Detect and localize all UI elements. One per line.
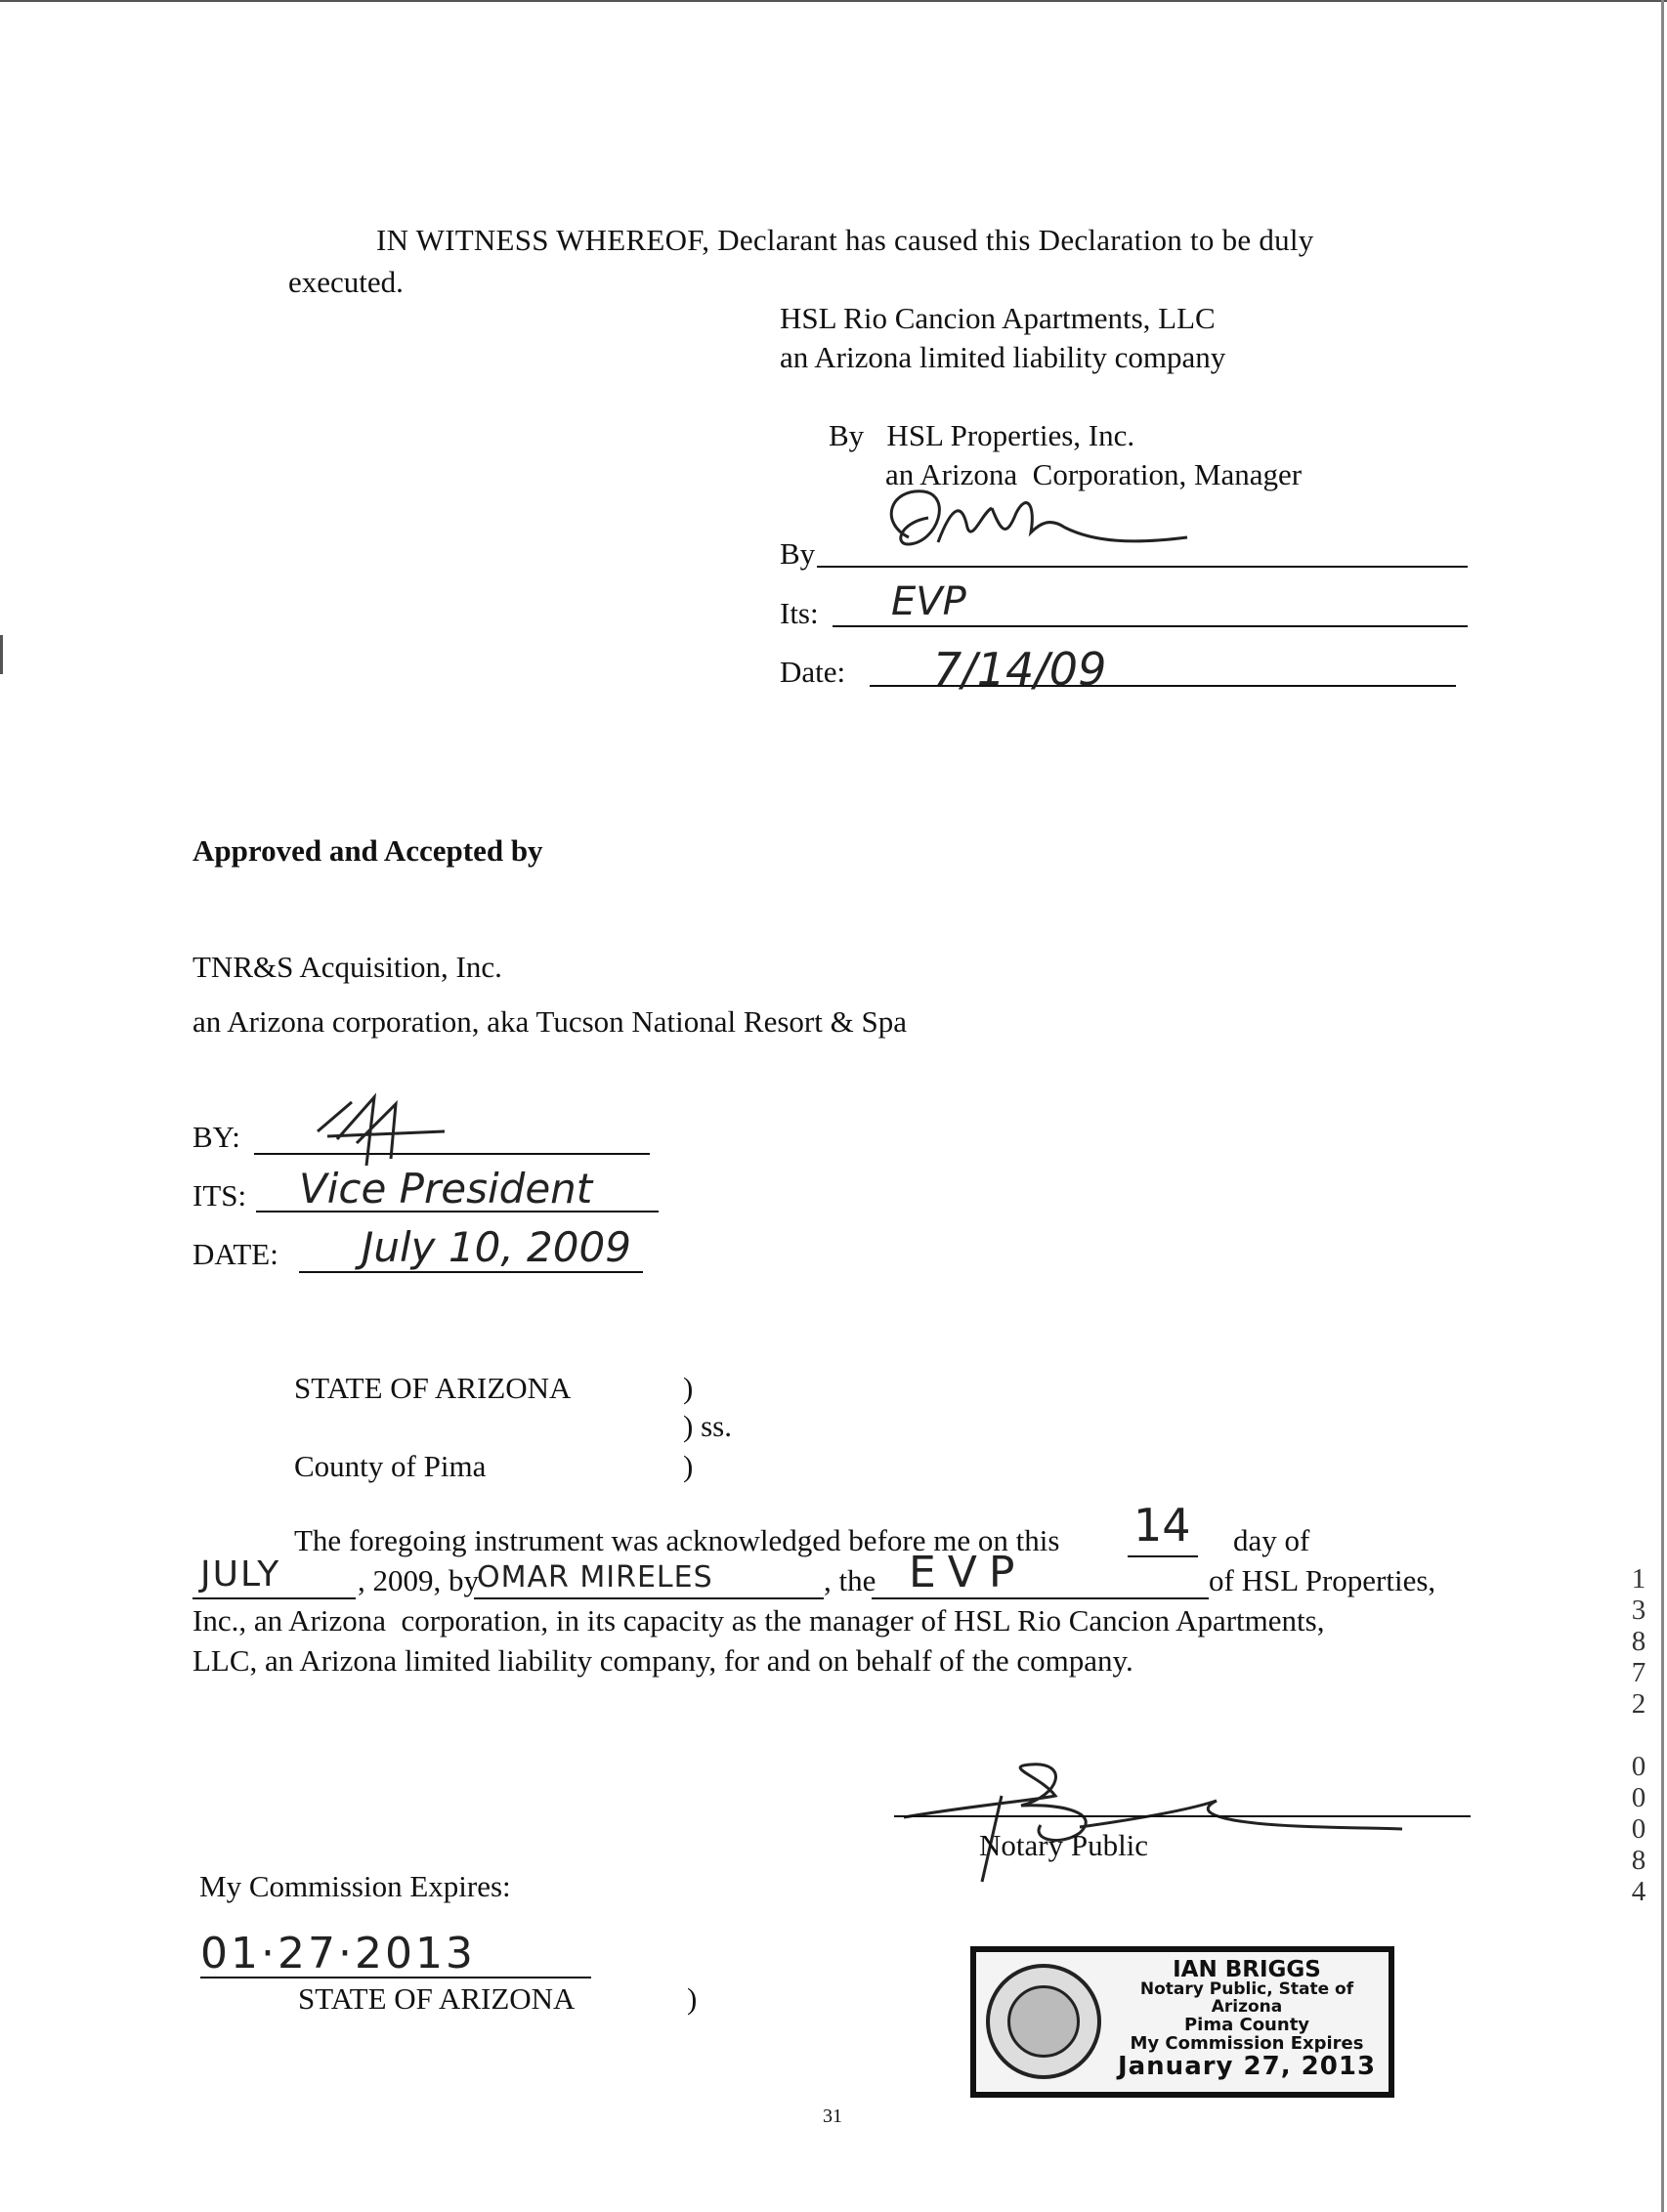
notary-label: Notary Public (979, 1828, 1149, 1862)
document-id-char: 7 (1631, 1657, 1646, 1688)
commission-label: My Commission Expires: (199, 1869, 511, 1903)
seal-line-4: My Commission Expires (1130, 2032, 1364, 2054)
document-id-char: 8 (1631, 1626, 1646, 1657)
notary-seal-stamp (970, 1946, 1394, 2098)
witness-line-1: IN WITNESS WHEREOF, Declarant has caused this Declaration to be duly (376, 223, 1314, 257)
document-id-char: 4 (1631, 1876, 1646, 1907)
document-id-char: 0 (1631, 1782, 1646, 1813)
approval-date-rule (299, 1271, 643, 1273)
top-edge-line (0, 0, 1667, 2)
ack-line-2b: , the (824, 1563, 876, 1597)
document-id-vertical (1622, 1563, 1655, 1907)
venue-ss: ) ss. (683, 1409, 732, 1443)
seal-name: IAN BRIGGS (1173, 1957, 1321, 1982)
ack-line-1a: The foregoing instrument was acknowledged before me on this (294, 1523, 1060, 1557)
ack-line-1b: day of (1233, 1523, 1310, 1557)
right-edge-line (1661, 0, 1664, 2212)
footer-state: STATE OF ARIZONA (298, 1981, 576, 2016)
declarant-date-label: Date: (780, 655, 846, 689)
approval-by-label: BY: (192, 1120, 240, 1154)
approval-date-value: July 10, 2009 (362, 1223, 631, 1271)
document-id-char: 2 (1631, 1688, 1646, 1720)
approval-heading: Approved and Accepted by (192, 833, 543, 868)
document-id-char (1622, 1720, 1655, 1751)
document-id-char: 1 (1631, 1563, 1646, 1595)
document-id-char: 0 (1631, 1813, 1646, 1845)
witness-line-2: executed. (288, 265, 404, 299)
page-number: 31 (823, 2106, 842, 2127)
ack-day-value: 14 (1133, 1499, 1191, 1552)
approval-signature (298, 1092, 454, 1170)
ack-month-value: JULY (200, 1554, 281, 1595)
ack-name-value: OMAR MIRELES (477, 1560, 713, 1595)
declarant-by-desc: an Arizona Corporation, Manager (885, 457, 1303, 491)
venue-paren-3: ) (683, 1449, 694, 1483)
document-id-char: 8 (1631, 1845, 1646, 1876)
seal-line-5: January 27, 2013 (1117, 2051, 1377, 2081)
seal-line-3: Pima County (1183, 2014, 1310, 2035)
left-edge-mark (0, 635, 3, 674)
commission-value: 01·27·2013 (200, 1929, 476, 1978)
approval-its-label: ITS: (192, 1178, 247, 1212)
ack-line-2a: , 2009, by (358, 1563, 479, 1597)
venue-state: STATE OF ARIZONA (294, 1371, 572, 1405)
ack-line-3: Inc., an Arizona corporation, in its capacity as the manager of HSL Rio Cancion Apartments, (192, 1603, 1325, 1638)
declarant-company-desc: an Arizona limited liability company (780, 340, 1226, 374)
declarant-by-label: By (780, 536, 816, 571)
document-id-char: 0 (1631, 1751, 1646, 1782)
notary-rule (894, 1815, 1471, 1817)
venue-paren-1: ) (683, 1371, 694, 1405)
notary-signature (894, 1757, 1402, 1884)
ack-day-rule (1128, 1555, 1198, 1557)
ack-month-rule (192, 1597, 356, 1599)
declarant-date-value: 7/14/09 (933, 643, 1107, 696)
state-seal-emblem (986, 1964, 1101, 2079)
approval-company-desc: an Arizona corporation, aka Tucson National Resort & Spa (192, 1004, 907, 1039)
approval-company: TNR&S Acquisition, Inc. (192, 950, 502, 984)
document-id-char: 3 (1631, 1595, 1646, 1626)
ack-name-rule (474, 1597, 824, 1599)
ack-title-value: EVP (909, 1548, 1027, 1597)
ack-title-rule (872, 1597, 1209, 1599)
seal-line-2: Notary Public, State of Arizona (1139, 1979, 1354, 2017)
ack-line-4: LLC, an Arizona limited liability company, for and on behalf of the company. (192, 1643, 1133, 1678)
venue-county: County of Pima (294, 1449, 487, 1483)
declarant-signature (870, 484, 1202, 572)
declarant-its-label: Its: (780, 596, 819, 630)
approval-date-label: DATE: (192, 1237, 278, 1271)
declarant-its-value: EVP (891, 579, 966, 624)
declarant-company: HSL Rio Cancion Apartments, LLC (780, 301, 1216, 335)
footer-paren: ) (687, 1981, 698, 2016)
declarant-its-rule (833, 625, 1468, 627)
ack-line-2c: of HSL Properties, (1209, 1563, 1436, 1597)
approval-its-value: Vice President (299, 1165, 593, 1212)
declarant-by-line: By HSL Properties, Inc. (829, 418, 1135, 452)
